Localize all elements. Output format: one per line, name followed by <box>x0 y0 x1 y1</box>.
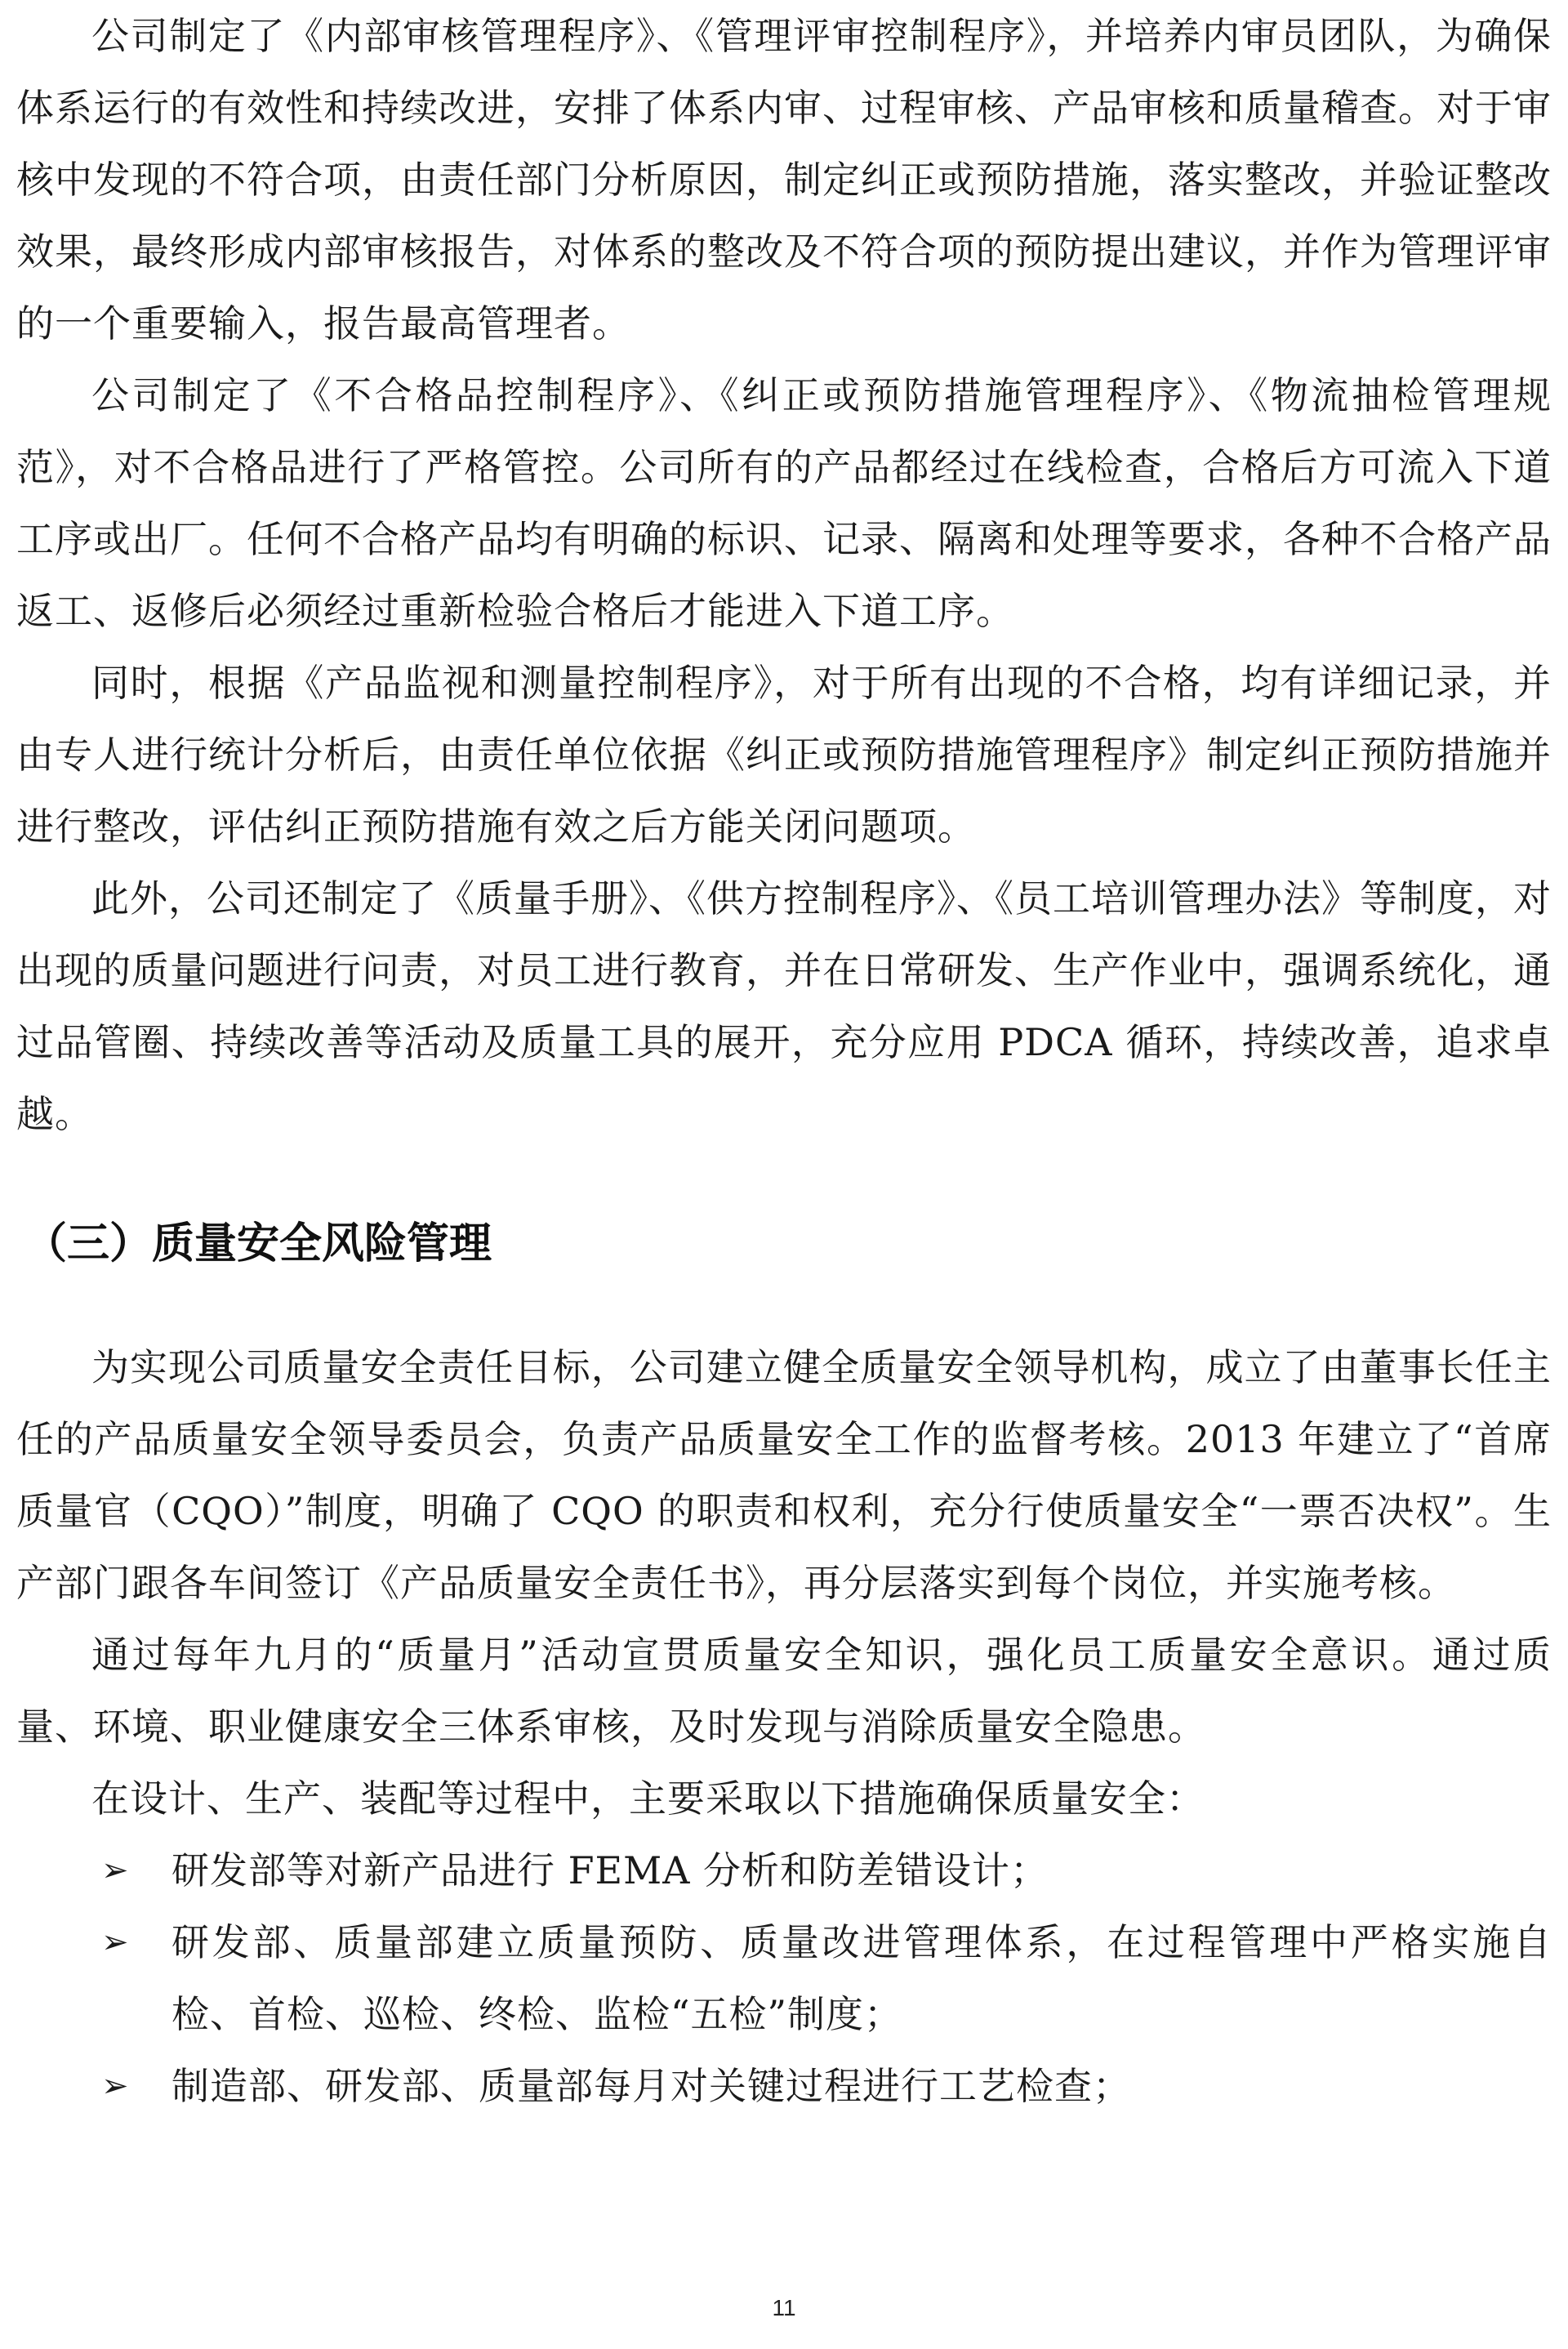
quality-management-text <box>16 0 1552 1150</box>
page-number: 11 <box>772 2295 796 2320</box>
arrow-bullet-icon: ➢ <box>101 2067 130 2105</box>
section-heading-risk-management: （三）质量安全风险管理 <box>24 1219 492 1268</box>
list-item <box>16 1834 1552 1906</box>
list-item-text: 制造部、研发部、质量部每月对关键过程进行工艺检查； <box>172 2064 1131 2108</box>
paragraph-measures-intro: 在设计、生产、装配等过程中，主要采取以下措施确保质量安全： <box>91 1776 1205 1821</box>
arrow-bullet-icon: ➢ <box>101 1923 130 1961</box>
measures-list <box>16 1834 1552 2122</box>
list-item <box>16 2050 1552 2122</box>
paragraph-quality-manual: 此外，公司还制定了《质量手册》、《供方控制程序》、《员工培训管理办法》等制度，对出现的质量问题进行问责，对员工进行教育，并在日常研发、生产作业中，强调系统化，通过品管圈、持续改善等活动及质量工具的展开，充分应用 PDCA 循环，持续改善，追求卓越。 <box>16 876 1552 1136</box>
paragraph-nonconforming-control: 公司制定了《不合格品控制程序》、《纠正或预防措施管理程序》、《物流抽检管理规范》，对不合格品进行了严格管控。公司所有的产品都经过在线检查，合格后方可流入下道工序或出厂。任何不合格产品均有明确的标识、记录、隔离和处理等要求，各种不合格产品返工、返修后必须经过重新检验合格后才能进入下道工序。 <box>16 373 1552 633</box>
paragraph-monitoring-measurement: 同时，根据《产品监视和测量控制程序》，对于所有出现的不合格，均有详细记录，并由专人进行统计分析后，由责任单位依据《纠正或预防措施管理程序》制定纠正预防措施并进行整改，评估纠正预防措施有效之后方能关闭问题项。 <box>16 661 1552 849</box>
list-item-text: 研发部等对新产品进行 FEMA 分析和防差错设计； <box>172 1848 1049 1892</box>
document-page <box>16 0 1552 2349</box>
list-item-text: 研发部、质量部建立质量预防、质量改进管理体系，在过程管理中严格实施自检、首检、巡检、终检、监检“五检”制度； <box>172 1920 1552 2036</box>
paragraph-internal-audit: 公司制定了《内部审核管理程序》、《管理评审控制程序》，并培养内审员团队，为确保体系运行的有效性和持续改进，安排了体系内审、过程审核、产品审核和质量稽查。对于审核中发现的不符合项，由责任部门分析原因，制定纠正或预防措施，落实整改，并验证整改效果，最终形成内部审核报告，对体系的整改及不符合项的预防提出建议，并作为管理评审的一个重要输入，报告最高管理者。 <box>16 14 1552 345</box>
list-item <box>16 1906 1552 2050</box>
paragraph-safety-leadership: 为实现公司质量安全责任目标，公司建立健全质量安全领导机构，成立了由董事长任主任的产品质量安全领导委员会，负责产品质量安全工作的监督考核。2013 年建立了“首席质量官（CQO）”制度，明确了 CQO 的职责和权利，充分行使质量安全“一票否决权”。生产部门跟各车间签订《产品质量安全责任书》，再分层落实到每个岗位，并实施考核。 <box>16 1345 1552 1605</box>
paragraph-quality-month: 通过每年九月的“质量月”活动宣贯质量安全知识，强化员工质量安全意识。通过质量、环境、职业健康安全三体系审核，及时发现与消除质量安全隐患。 <box>16 1633 1552 1749</box>
arrow-bullet-icon: ➢ <box>101 1852 130 1889</box>
risk-management-text <box>16 1331 1552 2122</box>
